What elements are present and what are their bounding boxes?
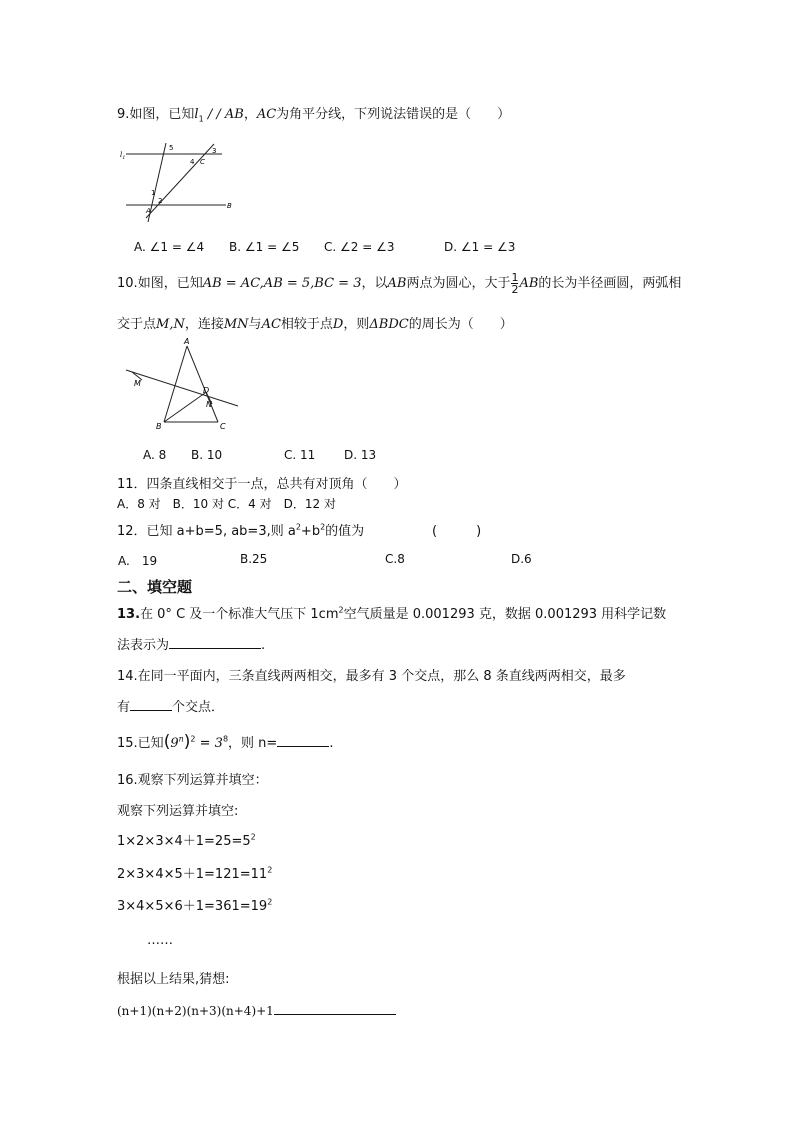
q14-stem-line2: 有 个交点．	[117, 696, 224, 715]
q16-row-1: $1\times 2\times 3\times 4+1=25=5^2$	[117, 832, 256, 849]
svg-text:A: A	[184, 337, 190, 346]
q14-answer-blank[interactable]	[130, 697, 172, 711]
q16-title: 16.观察下列运算并填空：	[117, 773, 268, 788]
svg-text:B: B	[156, 422, 162, 431]
q16-formula: (n+1)(n+2)(n+3)(n+4)+1	[117, 1001, 396, 1019]
svg-text:A: A	[146, 207, 151, 215]
q16-row-3: $3\times 4\times 5\times 6+1=361=19^2$	[117, 897, 273, 914]
q16-answer-blank[interactable]	[274, 1001, 396, 1015]
q15-stem: 15.已知$(9^n)^2 = 3^8$，则 n= .	[117, 732, 334, 752]
svg-text:5: 5	[169, 144, 174, 152]
q11-stem: 11．四条直线相交于一点，总共有对顶角（ ）	[117, 477, 407, 492]
q12-option-d: D.6	[511, 552, 532, 566]
q13-answer-blank[interactable]	[169, 635, 261, 649]
q10-option-a: A. 8	[143, 448, 167, 462]
q9-option-b: B. ∠1 = ∠5	[229, 240, 300, 254]
q9-option-d: D. ∠1 = ∠3	[444, 240, 516, 254]
svg-text:4: 4	[190, 158, 195, 166]
svg-text:B: B	[227, 202, 232, 210]
svg-text:C: C	[200, 158, 205, 166]
q12-option-b: B.25	[240, 552, 268, 566]
q13-stem-line1: 13.在 0° C 及一个标准大气压下 $1cm^2$空气质量是 0.001293 克，数据 0.001293 用科学记数	[117, 605, 667, 622]
svg-text:C: C	[220, 422, 226, 431]
q9-stem: 9.如图，已知$l_1$ / / AB，AC为角平分线，下列说法错误的是（ ）	[117, 107, 511, 124]
q9-option-a: A. ∠1 = ∠4	[134, 240, 205, 254]
q10-fraction: $\frac{1}{2}$	[511, 271, 519, 296]
svg-text:D: D	[203, 386, 210, 395]
q10-stem-line1: 10.如图，已知AB = AC,AB = 5,BC = 3，以AB两点为圆心，大于 $\frac{1}{2}$ AB的长为半径画圆，两弧相	[117, 271, 682, 296]
svg-text:N: N	[206, 400, 212, 409]
section-heading-fill-in: 二、填空题	[117, 578, 193, 596]
q16-ellipsis: ……	[147, 933, 173, 948]
q12-answer-paren: ( )	[432, 524, 482, 539]
q12-option-a: A. 19	[118, 554, 158, 568]
svg-text:M: M	[134, 379, 141, 388]
q14-stem-line1: 14.在同一平面内，三条直线两两相交，最多有 3 个交点，那么 8 条直线两两相交，最多	[117, 669, 626, 684]
q11-options: A．8 对 B．10 对 C．4 对 D．12 对	[117, 497, 336, 511]
svg-text:3: 3	[212, 147, 217, 155]
q15-answer-blank[interactable]	[277, 733, 329, 747]
q10-option-b: B. 10	[191, 448, 223, 462]
q9-option-c: C. ∠2 = ∠3	[324, 240, 395, 254]
svg-text:2: 2	[158, 197, 163, 205]
q10-stem-line2: 交于点M,N，连接MN与AC相较于点D，则ΔBDC的周长为（ ）	[117, 317, 513, 332]
q12-option-c: C.8	[385, 552, 405, 566]
q10-option-d: D. 13	[344, 448, 377, 462]
q16-row-2: $2\times 3\times 4\times 5+1=121=11^2$	[117, 865, 273, 882]
q10-option-c: C. 11	[284, 448, 316, 462]
q10-figure	[122, 336, 242, 436]
q12-stem: 12．已知 a+b=5, ab=3,则 $a^2+b^2$的值为	[117, 522, 365, 539]
q16-guess: 根据以上结果,猜想:	[117, 972, 230, 987]
svg-text:1: 1	[151, 189, 156, 197]
svg-text:l1: $l_1$	[120, 151, 126, 161]
q13-stem-line2: 法表示为 .	[117, 634, 265, 653]
q16-subtitle: 观察下列运算并填空:	[117, 804, 239, 819]
q9-figure	[114, 138, 244, 223]
